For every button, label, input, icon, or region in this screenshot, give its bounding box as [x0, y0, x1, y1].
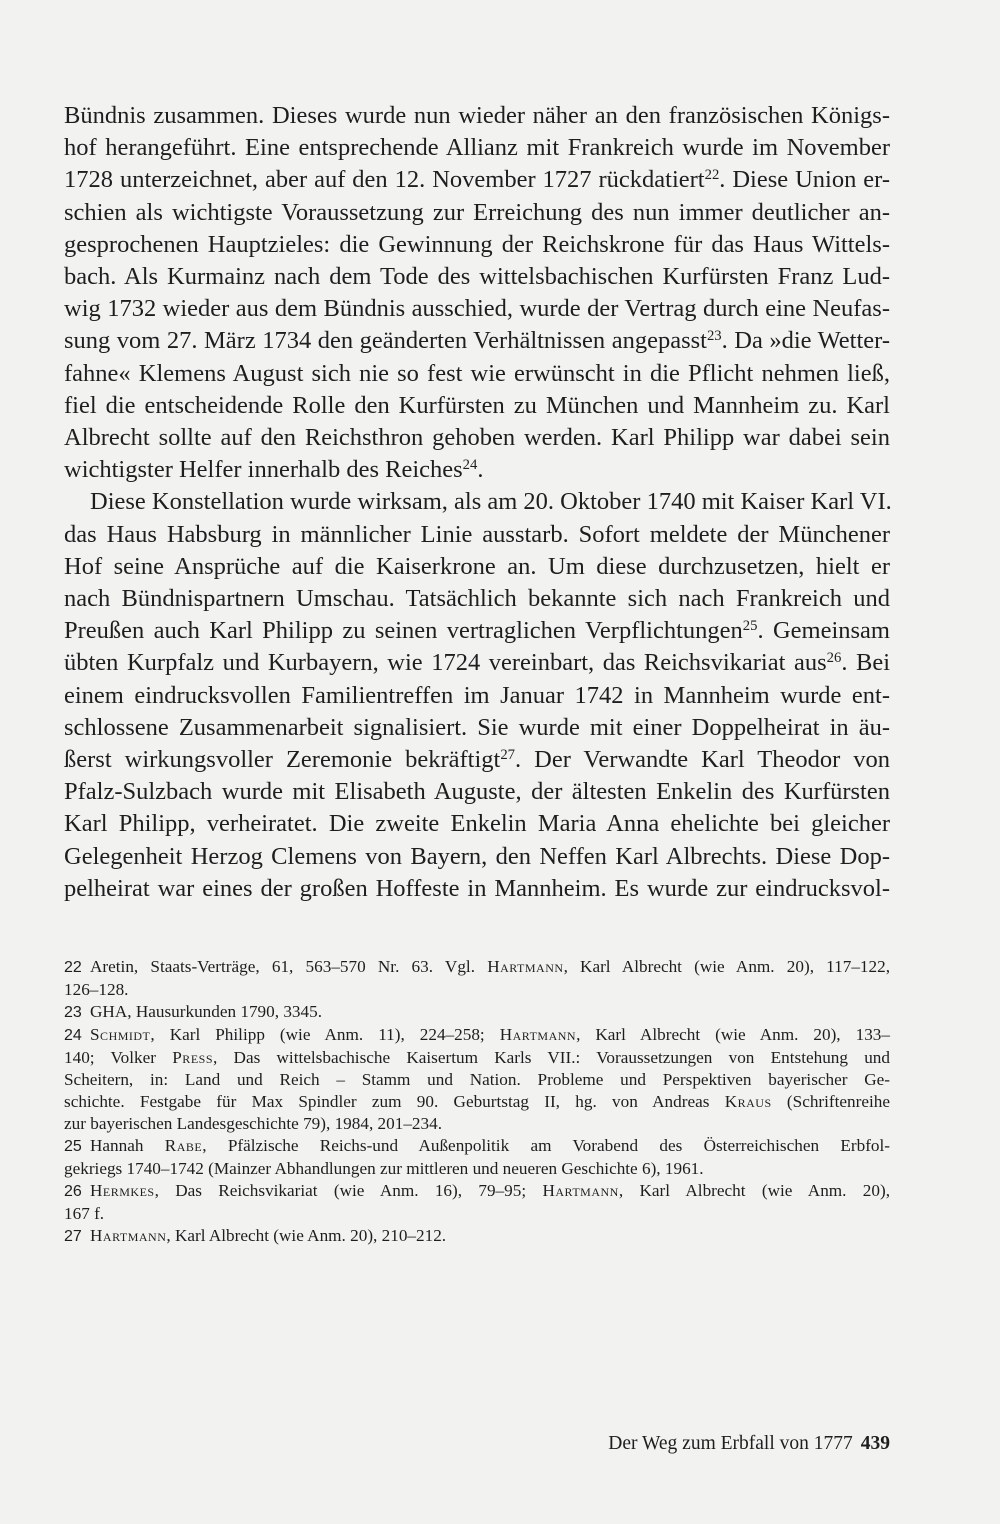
footnote-number: 25 [64, 1138, 82, 1155]
footnote-line: 27 Hartmann, Karl Albrecht (wie Anm. 20), 210–212. [64, 1225, 890, 1248]
footnote-number: 24 [64, 1027, 82, 1044]
footnote-line: zur bayerischen Landesgeschichte 79), 1984, 201–234. [64, 1114, 443, 1133]
footnote-number: 27 [64, 1228, 82, 1245]
text-line: schien als wichtigste Voraussetzung zur Erreichung des nun immer deutlicher an- [64, 198, 890, 226]
text-line: Pfalz-Sulzbach wurde mit Elisabeth Auguste, der ältesten Enkelin des Kurfürsten [64, 778, 890, 806]
text-line: Diese Konstellation wurde wirksam, als am 20. Oktober 1740 mit Kaiser Karl VI. [90, 488, 892, 516]
footnote-ref-24[interactable]: 24 [462, 457, 478, 474]
footnotes [64, 956, 890, 1248]
text-line: Hof seine Ansprüche auf die Kaiserkrone an. Um diese durchzusetzen, hielt er [64, 552, 890, 580]
text-line: das Haus Habsburg in männlicher Linie ausstarb. Sofort meldete der Münchener [64, 520, 890, 548]
footnote-line: 22 Aretin, Staats-Verträge, 61, 563–570 Nr. 63. Vgl. Hartmann, Karl Albrecht (wie Anm. 20), 117–122, [64, 956, 890, 979]
text-line: Karl Philipp, verheiratet. Die zweite Enkelin Maria Anna ehelichte bei gleicher [64, 810, 890, 838]
footnote-23 [64, 1001, 890, 1024]
text-line: wichtigster Helfer innerhalb des Reiches$^{24}$. [64, 456, 484, 484]
running-footer [592, 1431, 890, 1457]
text-line: einem eindrucksvollen Familientreffen im Januar 1742 in Mannheim wurde ent- [64, 681, 890, 709]
footnote-number: 26 [64, 1183, 82, 1200]
footnote-ref-26[interactable]: 26 [826, 650, 842, 667]
footnote-line: 23 GHA, Hausurkunden 1790, 3345. [64, 1001, 890, 1024]
text-line: Albrecht sollte auf den Reichsthron gehoben werden. Karl Philipp war dabei sein [64, 424, 890, 452]
paragraph-2 [64, 486, 890, 905]
footnote-ref-25[interactable]: 25 [742, 618, 758, 635]
page-number: 439 [860, 1433, 890, 1454]
footnote-ref-23[interactable]: 23 [706, 328, 722, 345]
footnote-number: 22 [64, 959, 82, 976]
footnote-line: 140; Volker Press, Das wittelsbachische Kaisertum Karls VII.: Voraussetzungen von Entstehung und [64, 1048, 890, 1067]
text-line: nach Bündnispartnern Umschau. Tatsächlich bekannte sich nach Frankreich und [64, 585, 890, 613]
text-line: Gelegenheit Herzog Clemens von Bayern, den Neffen Karl Albrechts. Diese Dop- [64, 842, 890, 870]
main-text [64, 100, 890, 905]
text-line: Bündnis zusammen. Dieses wurde nun wieder näher an den französischen Königs- [64, 102, 890, 129]
footnote-line: gekriegs 1740–1742 (Mainzer Abhandlungen zur mittleren und neueren Geschichte 6), 1961. [64, 1159, 704, 1178]
text-line: fahne« Klemens August sich nie so fest wie erwünscht in die Pflicht nehmen ließ, [64, 359, 890, 387]
text-line: Preußen auch Karl Philipp zu seinen vertraglichen Verpflichtungen$^{25}$. Gemeinsam [64, 617, 890, 645]
text-line: bach. Als Kurmainz nach dem Tode des wittelsbachischen Kurfürsten Franz Lud- [64, 263, 890, 291]
footnote-line: 126–128. [64, 980, 129, 999]
footnote-27 [64, 1225, 890, 1248]
footnote-number: 23 [64, 1004, 82, 1021]
footnote-line: 26 Hermkes, Das Reichsvikariat (wie Anm. 16), 79–95; Hartmann, Karl Albrecht (wie Anm. 20), [64, 1180, 890, 1203]
text-line: wig 1732 wieder aus dem Bündnis ausschied, wurde der Vertrag durch eine Neufas- [64, 295, 890, 323]
text-line: schlossene Zusammenarbeit signalisiert. Sie wurde mit einer Doppelheirat in äu- [64, 713, 890, 741]
footnote-ref-22[interactable]: 22 [704, 167, 720, 184]
footnote-22 [64, 956, 890, 1001]
text-line: sung vom 27. März 1734 den geänderten Verhältnissen angepasst$^{23}$. Da »die Wetter- [64, 327, 890, 355]
footnote-line: 25 Hannah Rabe, Pfälzische Reichs-und Außenpolitik am Vorabend des Österreichischen Erbfol- [64, 1135, 890, 1158]
text-line: hof herangeführt. Eine entsprechende Allianz mit Frankreich wurde im November [64, 134, 890, 162]
footnote-26 [64, 1180, 890, 1225]
footnote-line: 167 f. [64, 1204, 105, 1223]
text-line: fiel die entscheidende Rolle den Kurfürsten zu München und Mannheim zu. Karl [64, 391, 890, 419]
text-line: übten Kurpfalz und Kurbayern, wie 1724 vereinbart, das Reichsvikariat aus$^{26}$. Bei [64, 649, 890, 677]
footnote-line: schichte. Festgabe für Max Spindler zum 90. Geburtstag II, hg. von Andreas Kraus (Schriftenreihe [64, 1092, 890, 1111]
text-line: ßerst wirkungsvoller Zeremonie bekräftigt$^{27}$. Der Verwandte Karl Theodor von [64, 746, 890, 774]
footnote-line: 24 Schmidt, Karl Philipp (wie Anm. 11), 224–258; Hartmann, Karl Albrecht (wie Anm. 20), 133– [64, 1024, 890, 1047]
footnote-line: Scheitern, in: Land und Reich – Stamm und Nation. Probleme und Perspektiven bayerischer Ge- [64, 1070, 890, 1089]
text-line: pelheirat war eines der großen Hoffeste in Mannheim. Es wurde zur eindrucksvol- [64, 874, 890, 902]
text-line: 1728 unterzeichnet, aber auf den 12. November 1727 rückdatiert$^{22}$. Diese Union er- [64, 166, 890, 194]
paragraph-1 [64, 100, 890, 486]
footnote-24 [64, 1024, 890, 1135]
footnote-ref-27[interactable]: 27 [500, 746, 515, 763]
footnote-25 [64, 1135, 890, 1180]
text-line: gesprochenen Hauptzieles: die Gewinnung der Reichskrone für das Haus Wittels- [64, 230, 890, 258]
running-title: Der Weg zum Erbfall von 1777 [608, 1433, 853, 1454]
